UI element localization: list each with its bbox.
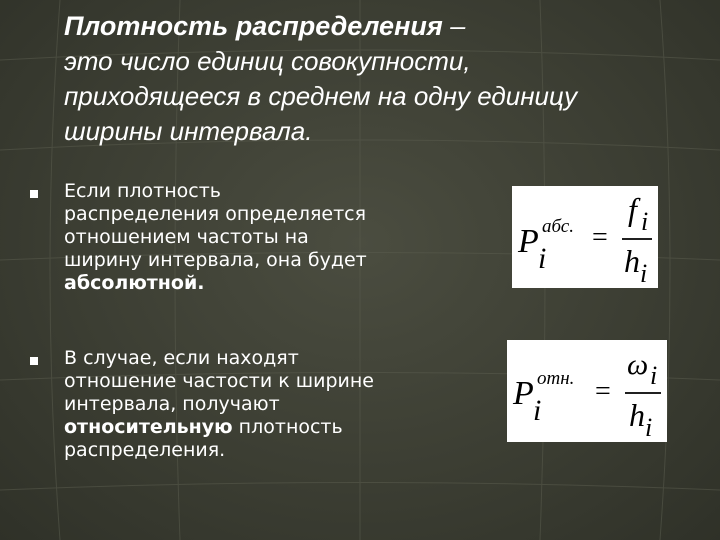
formula-denominator-sub: i: [640, 259, 648, 288]
bullet-line: В случае, если находят: [64, 347, 299, 369]
formula-subscript: i: [538, 242, 547, 275]
title-term: Плотность распределения: [64, 11, 443, 41]
formula-subscript: i: [533, 394, 542, 427]
slide-title: [64, 8, 704, 149]
bullet-line: отношение частости к ширине: [64, 370, 374, 392]
formula-equals: =: [595, 376, 611, 407]
formula-lhs: P: [513, 375, 534, 412]
title-line-2: приходящееся в среднем на одну единицу: [64, 81, 578, 111]
formula-numerator-sub: i: [650, 361, 658, 390]
bullet-after-bold: плотность: [232, 416, 343, 438]
bullet-line: распределения.: [64, 439, 226, 461]
formula-superscript: отн.: [537, 368, 575, 389]
bullet-line: отношением частоты на: [64, 226, 309, 248]
formula-lhs: P: [518, 223, 539, 260]
bullet-marker: [30, 190, 38, 198]
formula-equals: =: [592, 222, 608, 253]
bullet-line: Если плотность: [64, 180, 222, 202]
bullet-marker: [30, 357, 38, 365]
formula-absolute-density: [512, 186, 658, 288]
bullet-line: [64, 416, 464, 439]
title-line-3: ширины интервала.: [64, 116, 313, 146]
bullet-bold-term: абсолютной.: [64, 272, 205, 294]
formula-denominator: h: [629, 397, 645, 433]
formula-superscript: абс.: [542, 216, 574, 237]
formula-relative-density: [507, 340, 667, 442]
formula-denominator-sub: i: [645, 413, 653, 442]
title-line-1: это число единиц совокупности,: [64, 46, 471, 76]
bullet-line: интервала, получают: [64, 393, 280, 415]
bullet-item-absolute: [64, 180, 464, 295]
formula-denominator: h: [624, 243, 640, 279]
bullet-item-relative: [64, 347, 464, 462]
title-dash: –: [442, 11, 466, 41]
bullet-bold-term: относительную: [64, 416, 233, 438]
formula-numerator: ω: [627, 348, 649, 381]
formula-numerator-sub: i: [641, 207, 649, 236]
bullet-line: распределения определяется: [64, 203, 367, 225]
formula-numerator: f: [628, 191, 637, 227]
bullet-line: ширину интервала, она будет: [64, 249, 367, 271]
title-heading: [64, 8, 704, 44]
